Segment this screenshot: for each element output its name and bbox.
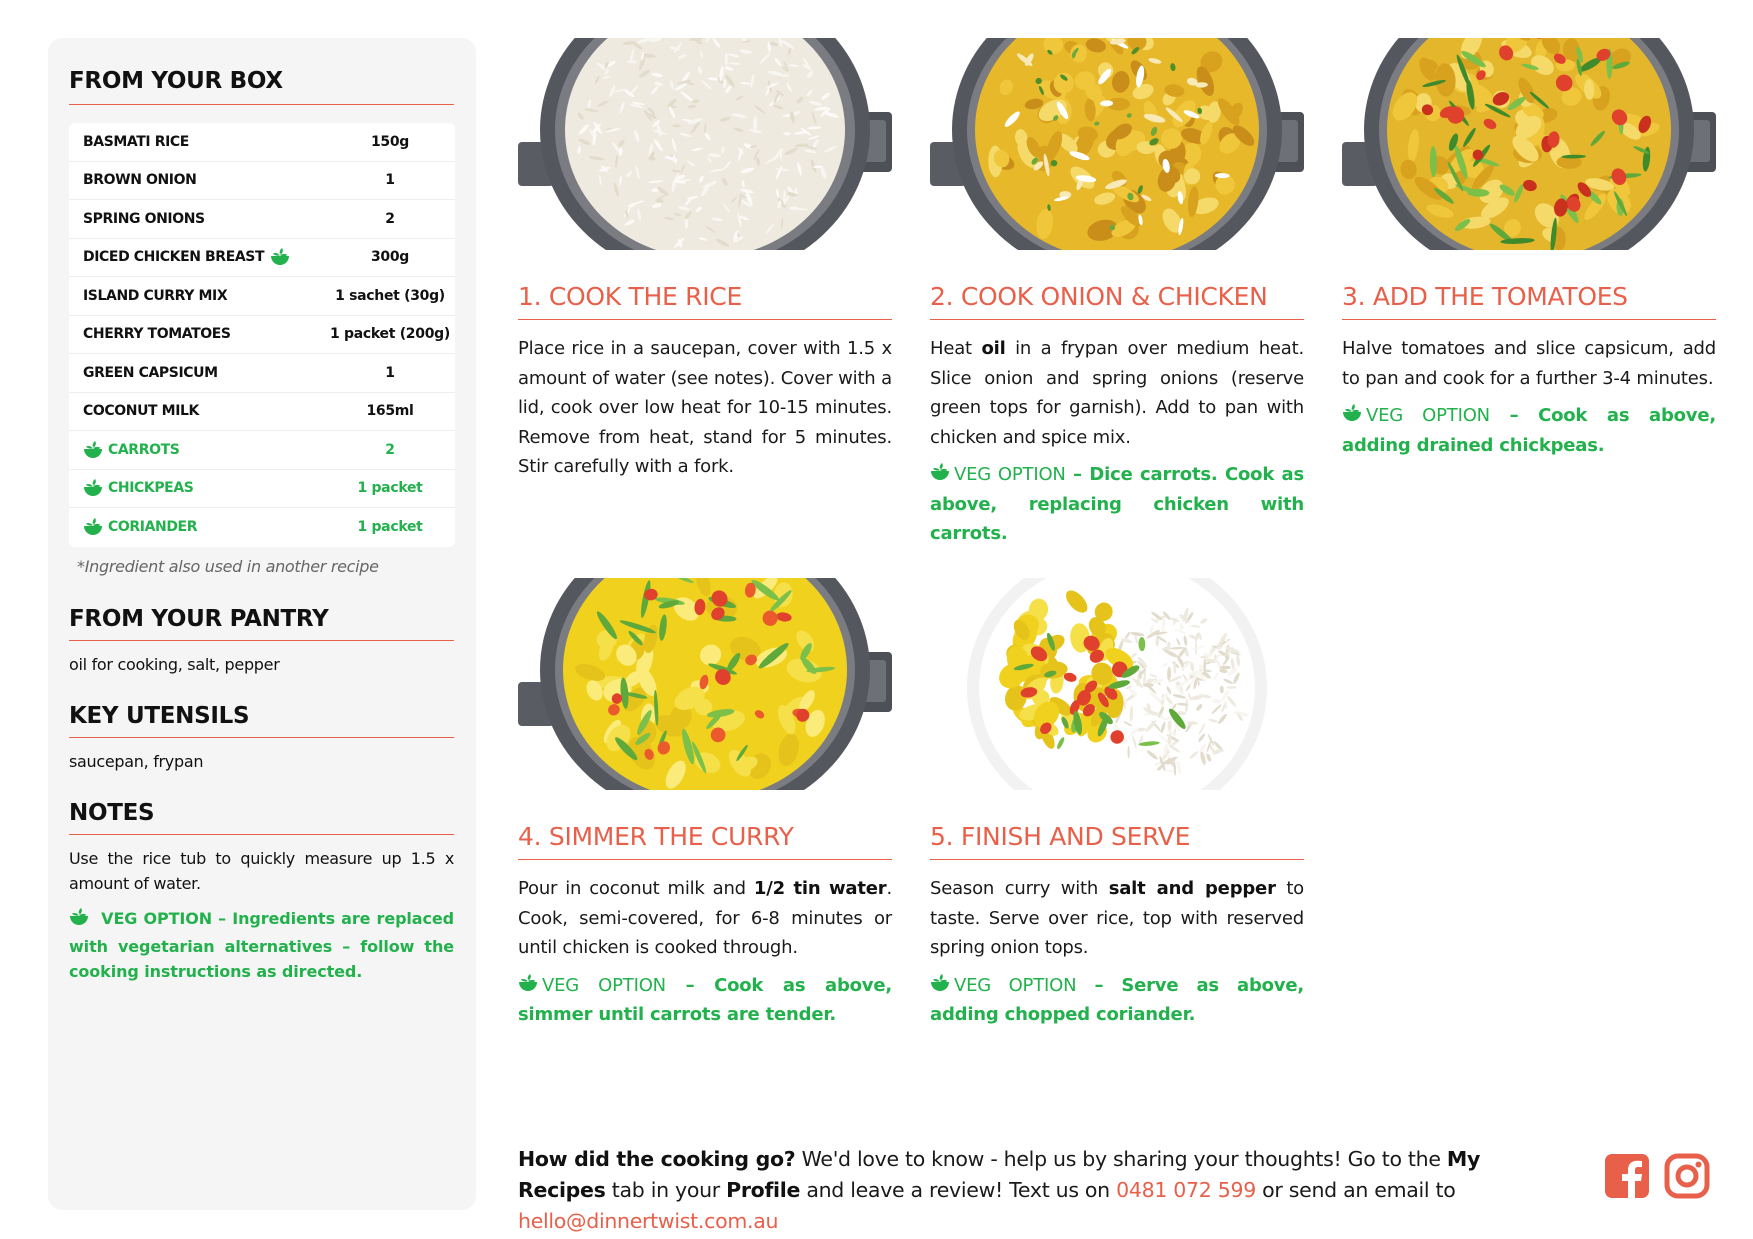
instagram-icon[interactable] (1664, 1153, 1710, 1199)
ingredient-row (69, 123, 455, 162)
ingredient-label: CARROTS (108, 441, 180, 458)
step-3-photo (1342, 38, 1716, 250)
ingredient-footnote: *Ingredient also used in another recipe (77, 556, 379, 576)
ingredient-qty: 165ml (366, 403, 414, 420)
step-body-text: Halve tomatoes and slice capsicum, add to pan and cook for a further 3-4 minutes. (1342, 338, 1716, 389)
facebook-icon[interactable] (1604, 1153, 1650, 1199)
veg-option-label: VEG OPTION (542, 974, 666, 996)
step-body-bold: salt and pepper (1108, 878, 1276, 899)
ingredient-qty: 300g (370, 249, 410, 266)
leaf-bowl-icon (930, 975, 954, 996)
ingredient-label: SPRING ONIONS (83, 210, 205, 227)
ingredient-name (69, 478, 325, 498)
ingredient-row (69, 239, 455, 278)
ingredient-row (69, 354, 455, 393)
ingredients-panel (48, 38, 476, 1210)
leaf-bowl-icon (270, 247, 290, 267)
ingredient-label: BROWN ONION (83, 172, 197, 189)
notes-heading: NOTES (69, 800, 454, 835)
step-2-body (930, 334, 1304, 452)
ingredient-row (69, 431, 455, 470)
footer-question: How did the cooking go? (518, 1147, 796, 1171)
ingredient-name (69, 440, 325, 460)
ingredient-qty: 2 (385, 210, 395, 227)
step-4-body (518, 874, 892, 963)
ingredient-label: BASMATI RICE (83, 133, 189, 150)
ingredient-row (69, 470, 455, 509)
step-body-text: in a frypan over medium heat. Slice onion and spring onions (reserve green tops for garnish). Add to pan with chicken and spice mix. (930, 338, 1305, 448)
step-5-veg-option (930, 971, 1304, 1030)
leaf-bowl-icon (83, 517, 103, 537)
veg-option-text: – Serve as above, adding chopped coriander. (930, 974, 1304, 1025)
leaf-bowl-icon (83, 440, 103, 460)
utensils-heading: KEY UTENSILS (69, 703, 454, 738)
step-4-title: 4. SIMMER THE CURRY (518, 822, 892, 860)
step-3 (1342, 38, 1716, 460)
footer-my-recipes: My Recipes (518, 1147, 1481, 1202)
ingredient-label: GREEN CAPSICUM (83, 364, 218, 381)
ingredient-name (69, 172, 325, 188)
email-link[interactable]: hello@dinnertwist.com.au (518, 1209, 779, 1233)
step-body-bold: 1/2 tin water (753, 878, 887, 899)
step-body-text: Place rice in a saucepan, cover with 1.5 x amount of water (see notes). Cover with a lid, cook over low heat for 10-15 minutes. Remove from heat, stand for 5 minutes. Stir carefully with a fork. (518, 338, 892, 477)
veg-option-text: – Dice carrots. Cook as above, replacing chicken with carrots. (930, 464, 1304, 544)
footer-text-3: and leave a review! Text us on (800, 1178, 1117, 1202)
pantry-heading: FROM YOUR PANTRY (69, 606, 454, 641)
step-4 (518, 578, 892, 1030)
ingredient-name (69, 403, 325, 419)
ingredient-row (69, 316, 455, 355)
step-body-text: Pour in coconut milk and (518, 878, 754, 899)
ingredient-label: ISLAND CURRY MIX (83, 287, 228, 304)
veg-option-text: – Cook as above, adding drained chickpeas. (1342, 405, 1716, 456)
leaf-bowl-icon (518, 975, 542, 996)
utensils-text: saucepan, frypan (69, 751, 204, 771)
ingredient-qty: 1 (385, 364, 395, 381)
from-your-box-heading: FROM YOUR BOX (69, 68, 454, 105)
ingredient-row (69, 162, 455, 201)
ingredient-qty: 2 (385, 441, 395, 458)
step-5 (930, 578, 1304, 1030)
step-1-photo (518, 38, 892, 250)
notes-veg-option (69, 906, 454, 984)
step-2 (930, 38, 1304, 549)
step-5-title: 5. FINISH AND SERVE (930, 822, 1304, 860)
veg-option-label: VEG OPTION (1366, 405, 1490, 426)
ingredient-qty: 1 packet (200g) (330, 326, 450, 343)
ingredient-name (69, 134, 325, 150)
footer-text-2: tab in your (605, 1178, 727, 1202)
ingredient-name (69, 247, 325, 267)
leaf-bowl-icon (1342, 405, 1366, 426)
ingredient-qty: 1 packet (357, 519, 423, 536)
leaf-bowl-icon (69, 907, 89, 934)
ingredient-row (69, 277, 455, 316)
pantry-text: oil for cooking, salt, pepper (69, 654, 280, 674)
step-body-text: to taste. Serve over rice, top with reserved spring onion tops. (930, 878, 1304, 958)
ingredient-row (69, 508, 455, 547)
step-body-text: Season curry with (930, 878, 1109, 899)
ingredient-label: CHICKPEAS (108, 480, 194, 497)
ingredient-name (69, 288, 325, 304)
ingredient-name (69, 517, 325, 537)
veg-option-label: VEG OPTION (954, 974, 1077, 996)
step-4-photo (518, 578, 892, 790)
ingredient-name (69, 365, 325, 381)
notes-veg-text: VEG OPTION – Ingredients are replaced with vegetarian alternatives – follow the cooking instructions as directed. (69, 908, 454, 981)
ingredient-qty: 150g (370, 133, 410, 150)
step-1-body (518, 334, 892, 482)
ingredient-label: CORIANDER (108, 519, 198, 536)
leaf-bowl-icon (83, 478, 103, 498)
step-3-veg-option (1342, 401, 1716, 460)
step-body-bold: oil (981, 338, 1006, 359)
step-3-body (1342, 334, 1716, 393)
footer-text-1: We'd love to know - help us by sharing your thoughts! Go to the (795, 1147, 1447, 1171)
leaf-bowl-icon (930, 464, 954, 485)
feedback-footer (518, 1144, 1558, 1237)
ingredient-qty: 1 packet (357, 480, 423, 497)
step-5-body (930, 874, 1304, 963)
footer-text-4: or send an email to (1255, 1178, 1456, 1202)
footer-profile: Profile (726, 1178, 801, 1202)
ingredient-row (69, 200, 455, 239)
step-2-title: 2. COOK ONION & CHICKEN (930, 282, 1304, 320)
step-1 (518, 38, 892, 482)
step-2-photo (930, 38, 1304, 250)
ingredients-table (69, 123, 455, 547)
step-body-text: Heat (930, 338, 982, 359)
ingredient-name (69, 211, 325, 227)
step-2-veg-option (930, 460, 1304, 549)
phone-link[interactable]: 0481 072 599 (1116, 1178, 1256, 1202)
veg-option-label: VEG OPTION (954, 464, 1066, 485)
ingredient-qty: 1 (385, 172, 395, 189)
step-body-text: . Cook, semi-covered, for 6-8 minutes or until chicken is cooked through. (518, 878, 892, 958)
step-4-veg-option (518, 971, 892, 1030)
ingredient-label: CHERRY TOMATOES (83, 326, 231, 343)
step-1-title: 1. COOK THE RICE (518, 282, 892, 320)
notes-text: Use the rice tub to quickly measure up 1.5 x amount of water. (69, 848, 454, 893)
step-3-title: 3. ADD THE TOMATOES (1342, 282, 1716, 320)
ingredient-qty: 1 sachet (30g) (335, 287, 445, 304)
ingredient-name (69, 326, 325, 342)
step-5-photo (930, 578, 1304, 790)
veg-option-text: – Cook as above, simmer until carrots are tender. (518, 974, 892, 1025)
ingredient-row (69, 393, 455, 432)
ingredient-label: COCONUT MILK (83, 403, 199, 420)
ingredient-label: DICED CHICKEN BREAST (83, 249, 265, 266)
